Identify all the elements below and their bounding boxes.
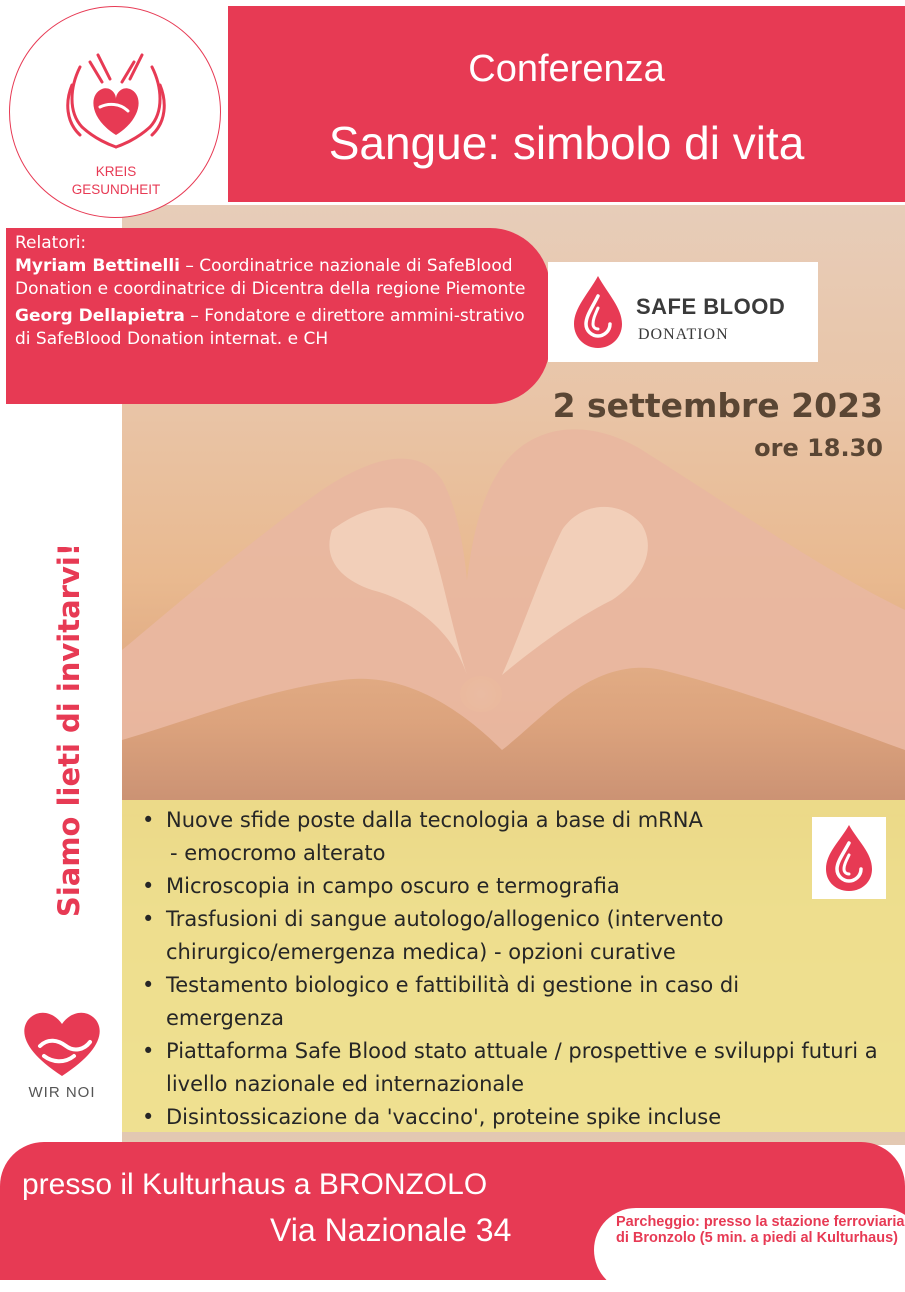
speaker-role: – Fondatore e direttore ammini-strativo di SafeBlood Donation internat. e CH <box>15 306 525 349</box>
speaker-name: Myriam Bettinelli <box>15 256 180 276</box>
event-time: ore 18.30 <box>754 434 883 462</box>
speakers-heading: Relatori: <box>15 233 87 253</box>
event-date: 2 settembre 2023 <box>552 386 883 425</box>
parking-info <box>594 1208 905 1292</box>
heart-hug-icon <box>14 1004 110 1082</box>
invite-text: Siamo lieti di invitarvi! <box>52 542 86 918</box>
venue-line1: presso il Kulturhaus a BRONZOLO <box>22 1168 488 1201</box>
speaker-role: – Coordinatrice nazionale di SafeBlood Donation e coordinatrice di Dicentra della regione Piemonte <box>15 256 526 299</box>
sponsor-name: SAFE BLOOD <box>636 294 786 319</box>
conference-title: Sangue: simbolo di vita <box>328 117 805 169</box>
topic-subitem <box>166 837 905 870</box>
speaker-name: Georg Dellapietra <box>15 306 185 326</box>
title-banner <box>228 6 905 202</box>
speakers-box <box>6 228 550 404</box>
small-drop-logo <box>812 817 886 899</box>
blood-drop-icon <box>812 817 886 899</box>
logo-line2: GESUNDHEIT <box>71 182 161 197</box>
heart-hands-illustration <box>122 420 905 800</box>
kreis-gesundheit-logo <box>9 6 221 218</box>
speaker-entry <box>15 305 542 351</box>
topic-item: • Nuove sfide poste dalla tecnologia a base di mRNA <box>166 804 905 837</box>
sponsor-sub: DONATION <box>638 326 729 343</box>
hands-heart-icon <box>10 7 222 157</box>
wir-noi-label: WIR NOI <box>28 1084 96 1101</box>
speaker-entry <box>15 255 542 301</box>
topic-item: • Microscopia in campo oscuro e termografia <box>166 870 905 903</box>
venue-address: Via Nazionale 34 <box>270 1212 512 1248</box>
topics-box <box>122 800 905 1132</box>
topic-item: • Disintossicazione da 'vaccino', proteine spike incluse <box>166 1101 905 1134</box>
topics-list <box>122 800 905 1134</box>
topic-item: • Testamento biologico e fattibilità di gestione in caso di emergenza <box>166 969 846 1035</box>
conference-label: Conferenza <box>468 48 665 90</box>
blood-drop-icon <box>558 262 638 362</box>
logo-line1: KREIS <box>95 164 137 179</box>
topic-item: • Piattaforma Safe Blood stato attuale / prospettive e sviluppi futuri a livello nazionale ed internazionale <box>166 1035 886 1101</box>
topic-subitem-text: - emocromo alterato <box>170 841 386 865</box>
topic-item: • Trasfusioni di sangue autologo/allogenico (intervento chirurgico/emergenza medica) - opzioni curative <box>166 903 846 969</box>
safe-blood-logo <box>548 262 818 362</box>
wir-noi-logo <box>14 1004 110 1114</box>
parking-text: Parcheggio: presso la stazione ferroviaria di Bronzolo (5 min. a piedi al Kulturhaus) <box>616 1214 905 1246</box>
